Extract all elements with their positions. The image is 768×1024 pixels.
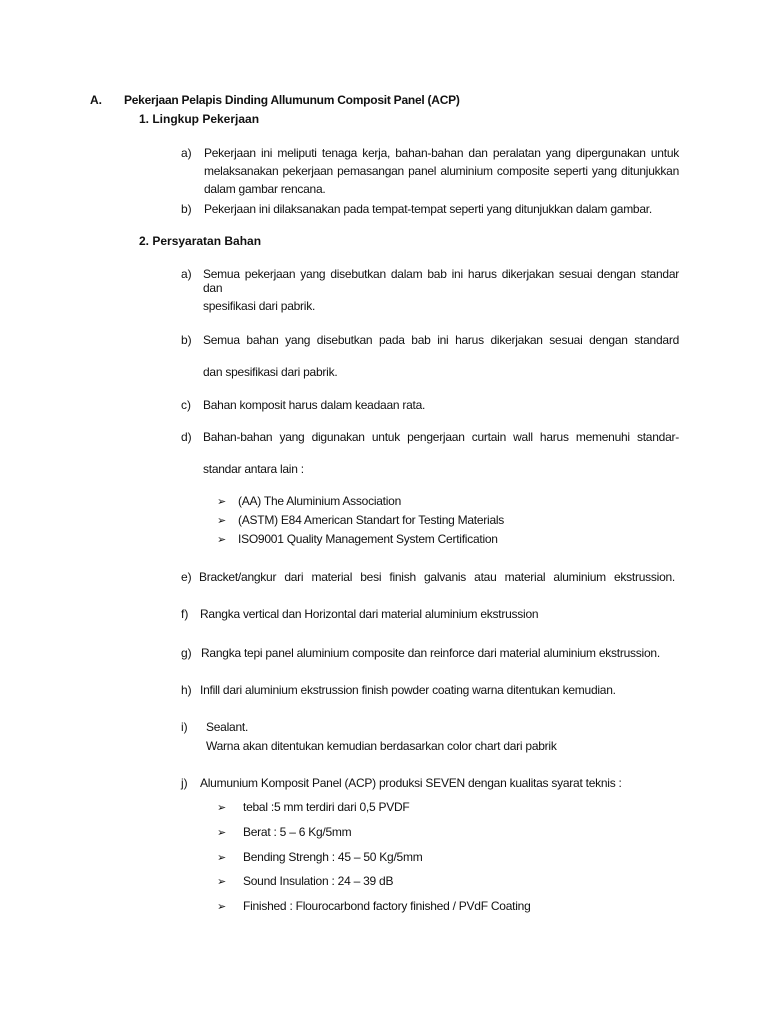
arrow-bullet-icon: ➢	[217, 802, 227, 814]
persyaratan-heading: 2. Persyaratan Bahan	[139, 234, 262, 248]
arrow-bullet-icon: ➢	[217, 496, 227, 508]
d-bullet-2: (ASTM) E84 American Standart for Testing Materials	[238, 513, 505, 527]
arrow-bullet-icon: ➢	[217, 515, 227, 527]
persyaratan-a-line1: Semua pekerjaan yang disebutkan dalam bab ini harus dikerjakan sesuai dengan standar dan	[203, 267, 679, 295]
lingkup-b-label: b)	[181, 202, 192, 216]
persyaratan-f-line1: Rangka vertical dan Horizontal dari material aluminium ekstrussion	[200, 607, 539, 621]
persyaratan-f-label: f)	[181, 607, 189, 621]
persyaratan-d-line1: Bahan-bahan yang digunakan untuk pengerjaan curtain wall harus memenuhi standar-	[203, 430, 679, 444]
persyaratan-j-label: j)	[181, 776, 188, 790]
section-letter: A.	[90, 93, 102, 107]
persyaratan-b-line2: dan spesifikasi dari pabrik.	[203, 365, 338, 379]
persyaratan-e-label: e)	[181, 570, 192, 584]
persyaratan-b-line1: Semua bahan yang disebutkan pada bab ini harus dikerjakan sesuai dengan standard	[203, 333, 679, 347]
persyaratan-h-line1: Infill dari aluminium ekstrussion finish powder coating warna ditentukan kemudian.	[200, 683, 616, 697]
persyaratan-g-line1: Rangka tepi panel aluminium composite dan reinforce dari material aluminium ekstrussion.	[201, 646, 660, 660]
section-title: Pekerjaan Pelapis Dinding Allumunum Composit Panel (ACP)	[124, 93, 460, 107]
arrow-bullet-icon: ➢	[217, 827, 227, 839]
persyaratan-i-label: i)	[181, 720, 188, 734]
lingkup-a-line1: Pekerjaan ini meliputi tenaga kerja, bahan-bahan dan peralatan yang dipergunakan untuk	[204, 146, 679, 160]
j-bullet-3: Bending Strengh : 45 – 50 Kg/5mm	[243, 850, 423, 864]
d-bullet-1: (AA) The Aluminium Association	[238, 494, 402, 508]
persyaratan-i-line2: Warna akan ditentukan kemudian berdasarkan color chart dari pabrik	[206, 739, 557, 753]
d-bullet-3: ISO9001 Quality Management System Certification	[238, 532, 498, 546]
persyaratan-e-line1: Bracket/angkur dari material besi finish galvanis atau material aluminium ekstrussion.	[199, 570, 675, 584]
lingkup-a-line3: dalam gambar rencana.	[204, 182, 326, 196]
arrow-bullet-icon: ➢	[217, 901, 227, 913]
lingkup-b-line1: Pekerjaan ini dilaksanakan pada tempat-tempat seperti yang ditunjukkan dalam gambar.	[204, 202, 652, 216]
persyaratan-g-label: g)	[181, 646, 192, 660]
j-bullet-1: tebal :5 mm terdiri dari 0,5 PVDF	[243, 800, 410, 814]
persyaratan-i-line1: Sealant.	[206, 720, 249, 734]
arrow-bullet-icon: ➢	[217, 852, 227, 864]
persyaratan-b-label: b)	[181, 333, 192, 347]
persyaratan-j-line1: Alumunium Komposit Panel (ACP) produksi SEVEN dengan kualitas syarat teknis :	[200, 776, 622, 790]
j-bullet-5: Finished : Flourocarbond factory finished / PVdF Coating	[243, 899, 531, 913]
lingkup-heading: 1. Lingkup Pekerjaan	[139, 112, 260, 126]
lingkup-a-line2: melaksanakan pekerjaan pemasangan panel aluminium composite seperti yang ditunjukkan	[204, 164, 679, 178]
persyaratan-h-label: h)	[181, 683, 192, 697]
persyaratan-a-line2: spesifikasi dari pabrik.	[203, 299, 316, 313]
j-bullet-2: Berat : 5 – 6 Kg/5mm	[243, 825, 352, 839]
j-bullet-4: Sound Insulation : 24 – 39 dB	[243, 874, 394, 888]
persyaratan-d-line2: standar antara lain :	[203, 462, 304, 476]
persyaratan-a-label: a)	[181, 267, 192, 281]
lingkup-a-label: a)	[181, 146, 192, 160]
arrow-bullet-icon: ➢	[217, 876, 227, 888]
persyaratan-d-label: d)	[181, 430, 192, 444]
persyaratan-c-line1: Bahan komposit harus dalam keadaan rata.	[203, 398, 426, 412]
arrow-bullet-icon: ➢	[217, 534, 227, 546]
persyaratan-c-label: c)	[181, 398, 191, 412]
